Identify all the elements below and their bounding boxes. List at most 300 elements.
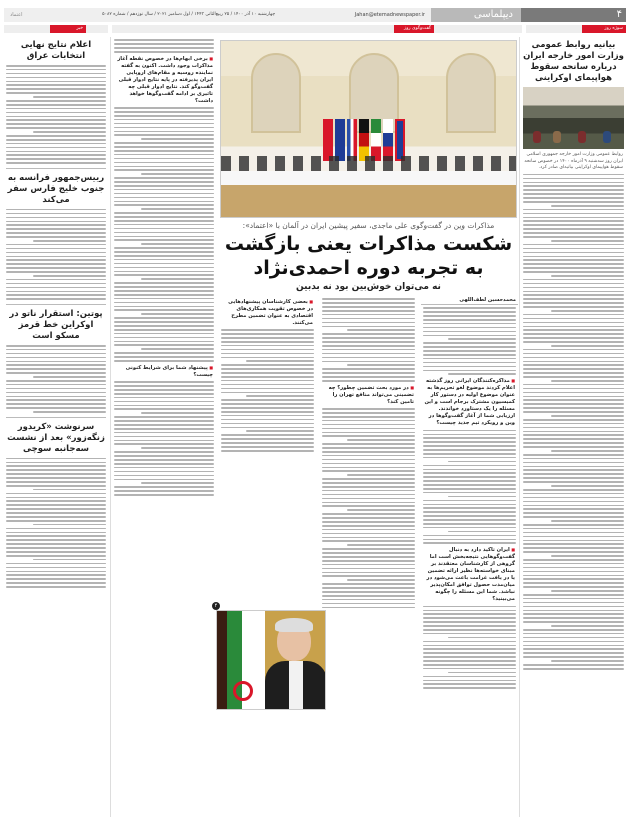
text-line <box>523 302 624 304</box>
text-line <box>523 547 624 549</box>
text-line <box>6 462 106 464</box>
text-line <box>523 197 624 199</box>
text-line <box>322 564 415 566</box>
text-line <box>6 368 106 370</box>
text-line <box>322 583 415 585</box>
text-line <box>523 516 624 518</box>
text-line <box>6 493 106 495</box>
right-headline[interactable]: بیانیه روابط عمومی وزارت امور خارجه ایران درباره سانحه سقوط هواپیمای اوکراینی <box>523 40 624 83</box>
text-line <box>6 154 106 156</box>
text-line <box>114 471 214 473</box>
text-line <box>114 494 214 496</box>
text-line <box>114 251 214 253</box>
text-line <box>114 220 214 222</box>
text-line <box>523 193 624 195</box>
text-line <box>523 259 624 261</box>
text-line <box>114 459 214 461</box>
text-line <box>523 248 624 250</box>
news-headline[interactable]: رییس‌جمهور فرانسه به جنوب خلیج فارس سفر می‌کند <box>7 172 105 205</box>
text-line <box>322 482 415 484</box>
text-line <box>523 252 624 254</box>
page-continue-icon: ۴ <box>212 602 220 610</box>
text-line <box>221 388 314 390</box>
interview-question: ■ ایران تاکید دارد به دنبال گفت‌وگوهایی نتیجه‌بخش است اما گروهی از کارشناسان معتقدند بر مبنای خواسته‌ها نظیر ارائه تضمین یا در یافت غرامت باعث می‌شود در میان‌مدت حصول توافق امکان‌پذیر نباشد. شما این مسئله را چگونه می‌بینید؟ <box>424 546 515 603</box>
text-line <box>114 420 214 422</box>
text-line <box>523 431 624 433</box>
text-line <box>6 384 106 386</box>
text-line <box>523 220 624 222</box>
text-line <box>523 403 624 405</box>
text-line <box>221 423 314 425</box>
text-line <box>221 434 314 436</box>
text-line <box>523 656 624 658</box>
text-line <box>523 263 624 265</box>
text-line <box>322 412 415 414</box>
text-line <box>6 228 106 230</box>
text-line <box>114 317 214 319</box>
text-line <box>423 680 516 682</box>
text-line <box>423 683 516 685</box>
label-topic-of-day: سوژه روز <box>582 25 626 33</box>
text-line <box>322 345 415 347</box>
text-line <box>114 455 214 457</box>
text-line <box>6 345 106 347</box>
text-line <box>221 411 314 413</box>
text-line <box>6 364 106 366</box>
text-line <box>523 489 624 491</box>
text-line <box>114 181 214 183</box>
text-line <box>523 637 624 639</box>
text-line <box>523 361 624 363</box>
text-line <box>523 575 624 577</box>
text-line <box>347 364 415 366</box>
text-line <box>6 100 106 102</box>
text-line <box>6 485 106 487</box>
text-line <box>423 449 516 451</box>
text-line <box>523 536 624 538</box>
text-line <box>6 92 106 94</box>
text-line <box>221 419 314 421</box>
text-line <box>523 606 624 608</box>
text-line <box>6 567 106 569</box>
text-line <box>6 551 106 553</box>
text-line <box>322 486 415 488</box>
text-line <box>322 575 415 577</box>
text-line <box>221 446 314 448</box>
text-line <box>322 556 415 558</box>
text-line <box>322 326 415 328</box>
text-line <box>523 283 624 285</box>
text-line <box>523 473 624 475</box>
text-line <box>6 563 106 565</box>
text-line <box>523 427 624 429</box>
text-line <box>423 648 516 650</box>
text-line <box>221 415 314 417</box>
text-line <box>33 131 106 133</box>
text-line <box>322 587 415 589</box>
text-line <box>523 392 624 394</box>
text-line <box>523 407 624 409</box>
text-line <box>523 174 624 176</box>
text-line <box>523 621 624 623</box>
text-line <box>221 368 314 370</box>
text-line <box>322 490 415 492</box>
text-line <box>423 610 516 612</box>
text-line <box>141 208 214 210</box>
text-line <box>322 376 415 378</box>
text-line <box>6 535 106 537</box>
text-line <box>33 489 106 491</box>
text-line <box>114 337 214 339</box>
interview-continuation <box>112 37 216 498</box>
text-line <box>6 213 106 215</box>
text-line <box>6 357 106 359</box>
section-labels <box>4 25 626 33</box>
text-line <box>6 516 106 518</box>
text-line <box>551 205 625 207</box>
right-column <box>521 37 626 672</box>
news-headline[interactable]: سرنوشت «کریدور زنگه‌زور» بعد از نشست سه‌جانبه سوچی <box>7 421 105 454</box>
text-line <box>322 560 415 562</box>
text-line <box>322 502 415 504</box>
text-line <box>141 173 214 175</box>
text-line <box>6 224 106 226</box>
text-line <box>322 529 415 531</box>
text-line <box>423 633 516 635</box>
text-line <box>114 401 214 403</box>
text-line <box>322 357 415 359</box>
text-line <box>221 442 314 444</box>
text-line <box>523 602 624 604</box>
text-line <box>141 412 214 414</box>
text-line <box>523 652 624 654</box>
text-line <box>523 333 624 335</box>
text-line <box>6 380 106 382</box>
text-line <box>114 177 214 179</box>
text-line <box>6 571 106 573</box>
text-line <box>523 217 624 219</box>
text-line <box>523 178 624 180</box>
text-line <box>114 393 214 395</box>
text-line <box>523 582 624 584</box>
text-line <box>6 520 106 522</box>
text-line <box>6 248 106 250</box>
text-line <box>322 603 415 605</box>
text-line <box>114 325 214 327</box>
text-line <box>114 274 214 276</box>
text-line <box>322 424 415 426</box>
text-line <box>551 310 625 312</box>
text-line <box>523 645 624 647</box>
text-line <box>448 672 516 674</box>
text-line <box>114 290 214 292</box>
text-line <box>523 306 624 308</box>
text-line <box>221 450 314 452</box>
text-line <box>523 594 624 596</box>
text-line <box>423 519 516 521</box>
text-line <box>114 185 214 187</box>
page-number: ۴ <box>521 8 626 22</box>
text-line <box>221 380 314 382</box>
text-line <box>347 329 415 331</box>
text-line <box>423 366 516 368</box>
text-line <box>423 515 516 517</box>
text-line <box>551 485 625 487</box>
divider <box>6 168 106 169</box>
text-line <box>523 540 624 542</box>
right-body <box>521 174 626 670</box>
text-line <box>523 318 624 320</box>
text-line <box>6 353 106 355</box>
text-line <box>523 664 624 666</box>
text-line <box>114 212 214 214</box>
text-line <box>6 108 106 110</box>
article-kicker: مذاکرات وین در گفت‌وگوی علی ماجدی، سفیر پیشین ایران در آلمان با «اعتماد»: <box>242 221 495 230</box>
text-line <box>322 447 415 449</box>
text-line <box>523 372 624 374</box>
text-line <box>423 434 516 436</box>
text-line <box>322 521 415 523</box>
header-meta <box>4 8 431 22</box>
article-col-1 <box>421 296 518 691</box>
text-line <box>221 438 314 440</box>
text-line <box>322 513 415 515</box>
divider <box>6 304 106 305</box>
text-line <box>6 349 106 351</box>
text-line <box>523 267 624 269</box>
text-line <box>322 302 415 304</box>
text-line <box>114 486 214 488</box>
text-line <box>6 512 106 514</box>
news-headline[interactable]: اعلام نتایج نهایی انتخابات عراق <box>20 40 92 61</box>
section-title: دیپلماسی <box>431 8 521 22</box>
text-line <box>523 469 624 471</box>
text-line <box>6 232 106 234</box>
text-line <box>523 512 624 514</box>
text-line <box>114 39 214 41</box>
text-line <box>114 306 214 308</box>
text-line <box>423 327 516 329</box>
text-line <box>6 65 106 67</box>
article-headline-line-2[interactable]: به تجربه دوره احمدی‌نژاد <box>253 257 484 279</box>
text-line <box>114 111 214 113</box>
text-line <box>114 166 214 168</box>
text-line <box>6 291 106 293</box>
text-line <box>523 641 624 643</box>
text-line <box>523 648 624 650</box>
main-article <box>216 37 521 691</box>
text-line <box>221 357 314 359</box>
text-line <box>246 395 314 397</box>
text-line <box>423 507 516 509</box>
date-line: چهارشنبه ۱۰ آذر ۱۴۰۰ / ۲۵ ربیع‌الثانی ۱۴۴۳ / اول دسامبر ۲۰۲۱ / سال نوزدهم / شماره ۵۰۸۲ <box>102 12 276 17</box>
text-line <box>114 309 214 311</box>
text-line <box>523 232 624 234</box>
text-line <box>114 131 214 133</box>
text-line <box>322 341 415 343</box>
text-line <box>322 428 415 430</box>
text-line <box>423 500 516 502</box>
text-line <box>523 629 624 631</box>
text-line <box>322 540 415 542</box>
text-line <box>523 559 624 561</box>
text-line <box>423 652 516 654</box>
text-line <box>6 119 106 121</box>
text-line <box>523 322 624 324</box>
text-line <box>523 329 624 331</box>
text-line <box>33 275 106 277</box>
interview-question: ■ برخی ابهام‌ها در خصوص نقطه آغاز مذاکرات وجود داشت. اکنون به گفته نماینده روسیه و مقام‌های اروپایی ایران پذیرفته در پایه نتایج ادوار قبلی گفت‌وگو کند. نتایج ادوار قبلی چه تاثیری بر ادامه گفت‌وگوها خواهد داشت؟ <box>115 55 213 105</box>
text-line <box>6 473 106 475</box>
text-line <box>423 430 516 432</box>
text-line <box>114 282 214 284</box>
text-line <box>523 497 624 499</box>
text-line <box>322 432 415 434</box>
article-headline-line-1[interactable]: شکست مذاکرات یعنی بازگشت <box>224 233 513 255</box>
text-line <box>114 216 214 218</box>
text-line <box>523 357 624 359</box>
text-line <box>423 676 516 678</box>
text-line <box>523 349 624 351</box>
text-line <box>523 201 624 203</box>
text-line <box>523 508 624 510</box>
text-line <box>114 232 214 234</box>
text-line <box>423 335 516 337</box>
text-line <box>6 259 106 261</box>
text-line <box>322 548 415 550</box>
text-line <box>6 209 106 211</box>
text-line <box>33 376 106 378</box>
text-line <box>6 399 106 401</box>
text-line <box>114 321 214 323</box>
text-line <box>523 610 624 612</box>
text-line <box>6 151 106 153</box>
text-line <box>322 318 415 320</box>
text-line <box>114 389 214 391</box>
text-line <box>551 450 625 452</box>
text-line <box>322 337 415 339</box>
text-line <box>141 243 214 245</box>
text-line <box>33 411 106 413</box>
text-line <box>114 115 214 117</box>
text-line <box>114 127 214 129</box>
text-line <box>322 572 415 574</box>
divider <box>6 417 106 418</box>
text-line <box>322 599 415 601</box>
text-line <box>6 147 106 149</box>
text-line <box>523 668 624 670</box>
text-line <box>6 221 106 223</box>
text-line <box>448 338 516 340</box>
text-line <box>448 373 516 375</box>
text-line <box>523 388 624 390</box>
text-line <box>221 341 314 343</box>
text-line <box>221 333 314 335</box>
text-line <box>114 463 214 465</box>
text-line <box>221 337 314 339</box>
text-line <box>423 472 516 474</box>
text-line <box>114 443 214 445</box>
text-line <box>114 302 214 304</box>
news-headline[interactable]: پوتین: استقرار ناتو در اوکراین خط قرمز مسکو است <box>9 308 103 341</box>
text-line <box>6 158 106 160</box>
text-line <box>6 361 106 363</box>
text-line <box>551 275 625 277</box>
text-line <box>423 484 516 486</box>
column-divider <box>110 37 111 817</box>
text-line <box>114 162 214 164</box>
text-line <box>523 213 624 215</box>
text-line <box>6 217 106 219</box>
text-line <box>322 498 415 500</box>
text-line <box>523 298 624 300</box>
text-line <box>6 143 106 145</box>
text-line <box>322 349 415 351</box>
text-line <box>221 407 314 409</box>
text-line <box>114 405 214 407</box>
text-line <box>114 298 214 300</box>
text-line <box>6 283 106 285</box>
text-line <box>551 555 625 557</box>
text-line <box>347 474 415 476</box>
text-line <box>551 660 625 662</box>
text-line <box>423 342 516 344</box>
text-line <box>33 559 106 561</box>
text-line <box>33 240 106 242</box>
text-line <box>114 142 214 144</box>
text-line <box>114 286 214 288</box>
text-line <box>141 278 214 280</box>
text-line <box>423 511 516 513</box>
text-line <box>423 535 516 537</box>
text-line <box>322 568 415 570</box>
text-line <box>6 294 106 296</box>
text-line <box>114 107 214 109</box>
text-line <box>221 353 314 355</box>
text-line <box>6 403 106 405</box>
text-line <box>221 329 314 331</box>
text-line <box>114 432 214 434</box>
text-line <box>6 127 106 129</box>
text-line <box>423 504 516 506</box>
text-line <box>523 493 624 495</box>
contact-email[interactable]: Jahan@etemadnewspaper.ir <box>354 12 425 18</box>
text-line <box>114 47 214 49</box>
text-line <box>322 455 415 457</box>
text-line <box>523 341 624 343</box>
right-lead: روابط عمومی وزارت امور خارجه جمهوری اسلامی ایران روز سه‌شنبه ۹ آذرماه ۱۴۰۰ در خصوص سانحه سقوط هواپیمای اوکراینی بیانیه‌ای صادر کرد. <box>524 152 623 170</box>
text-line <box>114 294 214 296</box>
text-line <box>114 204 214 206</box>
text-line <box>6 162 106 164</box>
text-line <box>6 104 106 106</box>
text-line <box>523 466 624 468</box>
text-line <box>114 475 214 477</box>
text-line <box>523 353 624 355</box>
text-line <box>221 345 314 347</box>
text-line <box>523 279 624 281</box>
text-line <box>423 660 516 662</box>
text-line <box>523 528 624 530</box>
text-line <box>523 434 624 436</box>
text-line <box>523 551 624 553</box>
text-line <box>523 571 624 573</box>
text-line <box>221 349 314 351</box>
text-line <box>114 408 214 410</box>
text-line <box>114 341 214 343</box>
text-line <box>221 376 314 378</box>
text-line <box>423 641 516 643</box>
